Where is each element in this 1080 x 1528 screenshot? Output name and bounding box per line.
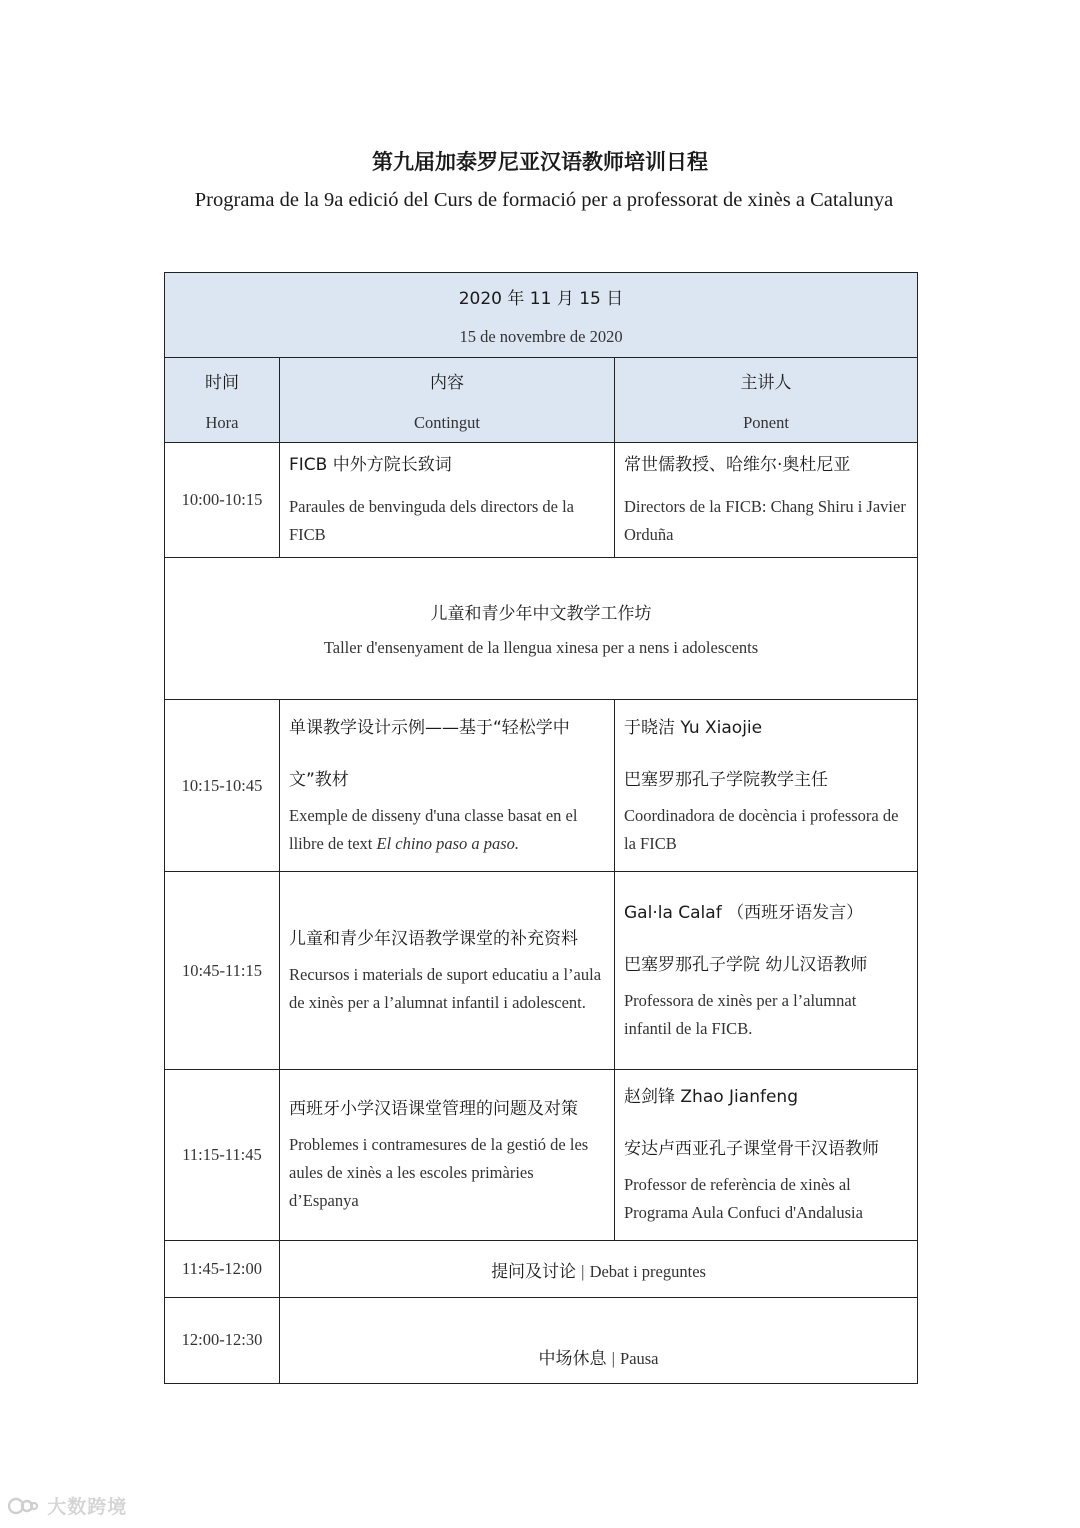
date-header-row [165, 273, 918, 358]
camera-logo-icon [8, 1497, 45, 1518]
time-cell: 11:15-11:45 [165, 1070, 280, 1241]
speaker-role-zh: 安达卢西亚孔子课堂骨干汉语教师 [624, 1139, 879, 1159]
column-header-speaker-zh: 主讲人 [740, 372, 792, 393]
content-ca: Paraules de benvinguda dels directors de la FICB [289, 497, 574, 544]
speaker-role-ca: Professora de xinès per a l’alumnat infantil de la FICB. [624, 990, 857, 1038]
watermark [8, 1492, 127, 1519]
speaker-role-zh: 巴塞罗那孔子学院 幼儿汉语教师 [624, 954, 868, 975]
content-ca-text: Exemple de disseny d'una classe basat en el llibre de text [289, 805, 578, 853]
speaker-cell [615, 872, 918, 1070]
content-zh-line2: 文”教材 [289, 769, 349, 790]
time-cell: 12:00-12:30 [165, 1298, 280, 1384]
activity-separator: | [611, 1349, 615, 1368]
date-zh: 2020 年 11 月 15 日 [458, 288, 624, 309]
content-cell [280, 1070, 615, 1241]
column-header-row [165, 358, 918, 443]
table-row [165, 1241, 918, 1298]
table-row [165, 1070, 918, 1241]
content-ca: Recursos i materials de suport educatiu a l’aula de xinès per a l’alumnat infantil i adolescent. [289, 964, 602, 1012]
column-header-speaker [615, 358, 918, 443]
content-ca: Problemes i contramesures de la gestió de les aules de xinès a les escoles primàries d’Espanya [289, 1135, 589, 1210]
content-ca [289, 802, 605, 858]
section-title-ca: Taller d'ensenyament de la llengua xinesa per a nens i adolescents [323, 638, 759, 657]
time-cell: 10:00-10:15 [165, 443, 280, 558]
section-row [165, 558, 918, 700]
speaker-cell [615, 700, 918, 872]
column-header-time-zh: 时间 [205, 372, 239, 393]
table-row [165, 700, 918, 872]
speaker-role-ca: Coordinadora de docència i professora de la FICB [624, 805, 899, 853]
section-header [165, 558, 918, 700]
column-header-content-zh: 内容 [430, 372, 464, 393]
content-cell [280, 443, 615, 558]
schedule-table [164, 272, 918, 1384]
page-subtitle: Programa de la 9a edició del Curs de formació per a professorat de xinès a Catalunya [194, 189, 894, 211]
speaker-role-ca: Professor de referència de xinès al Programa Aula Confuci d'Andalusia [624, 1175, 863, 1222]
activity-cell [280, 1241, 918, 1298]
activity-zh: 中场休息 [538, 1349, 607, 1369]
table-row [165, 1298, 918, 1384]
column-header-content-ca: Contingut [413, 412, 480, 432]
speaker-cell [615, 1070, 918, 1241]
activity-separator: | [581, 1261, 585, 1281]
section-title-zh: 儿童和青少年中文教学工作坊 [430, 604, 652, 624]
speaker-zh: 常世儒教授、哈维尔·奥杜尼亚 [624, 455, 851, 475]
table-row [165, 872, 918, 1070]
activity-zh: 提问及讨论 [491, 1261, 577, 1282]
speaker-name: Gal·la Calaf （西班牙语发言） [624, 902, 864, 923]
column-header-speaker-ca: Ponent [743, 412, 789, 432]
page-title: 第九届加泰罗尼亚汉语教师培训日程 [372, 150, 708, 174]
content-zh: 儿童和青少年汉语教学课堂的补充资料 [289, 928, 578, 949]
speaker-name: 于晓洁 Yu Xiaojie [624, 717, 763, 738]
date-ca: 15 de novembre de 2020 [459, 326, 623, 346]
column-header-time-ca: Hora [205, 412, 239, 432]
speaker-role-zh: 巴塞罗那孔子学院教学主任 [624, 769, 828, 790]
activity-cell [280, 1298, 918, 1384]
table-row [165, 443, 918, 558]
speaker-name: 赵剑锋 Zhao Jianfeng [624, 1087, 798, 1107]
column-header-content [280, 358, 615, 443]
content-ca-book-title: El chino paso a paso. [376, 833, 520, 853]
speaker-cell [615, 443, 918, 558]
content-zh-line1: 单课教学设计示例——基于“轻松学中 [289, 717, 570, 738]
content-cell [280, 700, 615, 872]
time-cell: 11:45-12:00 [165, 1241, 280, 1298]
activity-ca: Debat i preguntes [589, 1261, 706, 1281]
time-cell: 10:15-10:45 [165, 700, 280, 872]
content-zh: FICB 中外方院长致词 [289, 455, 452, 475]
column-header-time [165, 358, 280, 443]
content-zh: 西班牙小学汉语课堂管理的问题及对策 [289, 1099, 578, 1119]
watermark-text: 大数跨境 [47, 1496, 128, 1518]
activity-ca: Pausa [620, 1349, 659, 1368]
content-cell [280, 872, 615, 1070]
time-cell: 10:45-11:15 [165, 872, 280, 1070]
date-header [165, 273, 918, 358]
speaker-ca: Directors de la FICB: Chang Shiru i Javier Orduña [624, 497, 906, 544]
